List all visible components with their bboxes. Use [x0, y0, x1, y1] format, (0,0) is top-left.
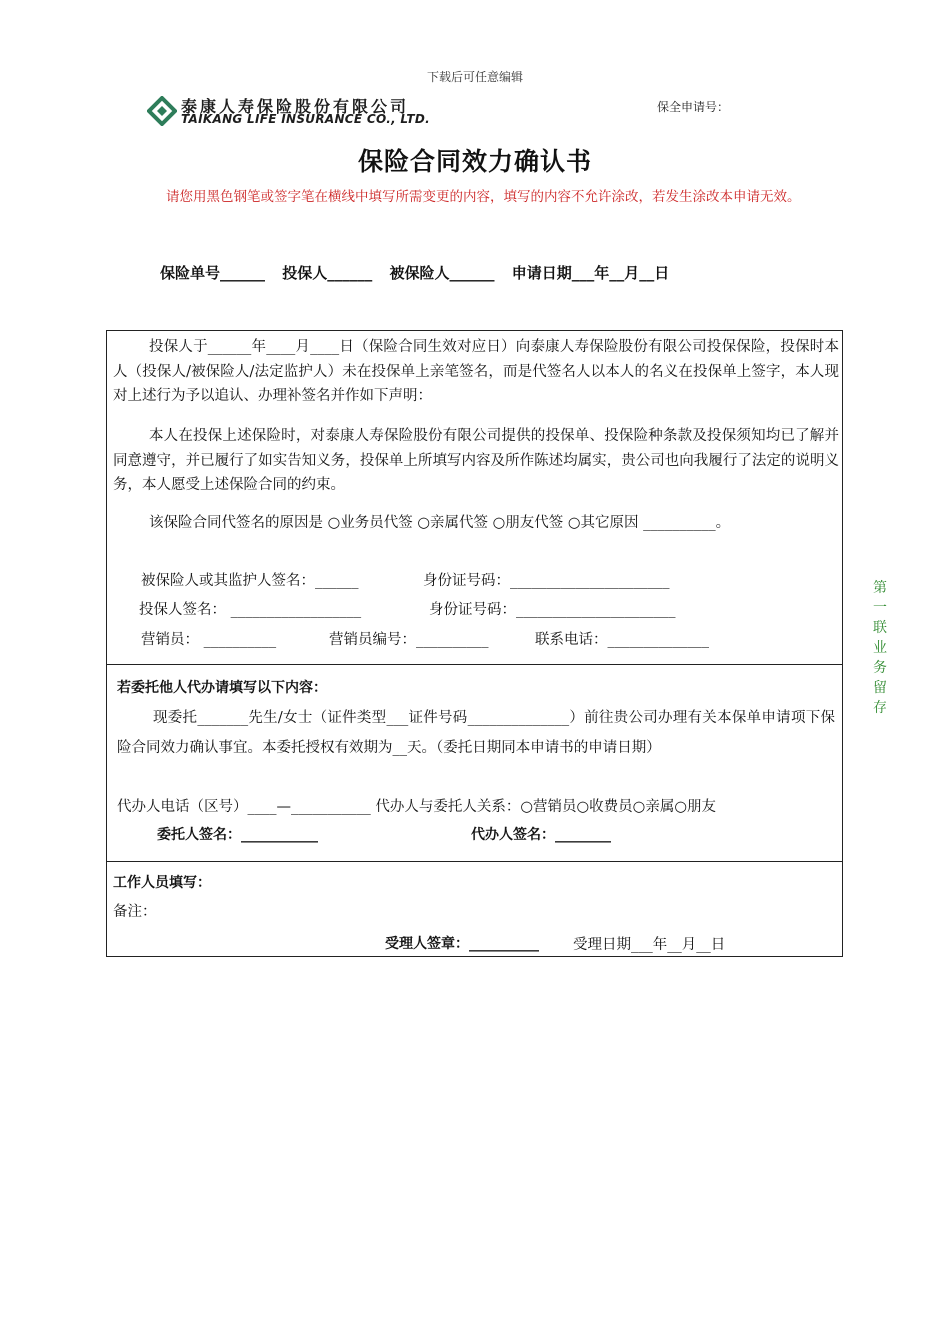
entrustment-heading: 若委托他人代办请填写以下内容：: [117, 680, 327, 696]
taikang-logo-icon: [147, 96, 177, 126]
logo-english-name: TAIKANG LIFE INSURANCE CO., LTD.: [181, 112, 430, 126]
proxy-phone-relation-line[interactable]: 代办人电话（区号）____—___________ 代办人与委托人关系：○营销员○收费员○亲属○朋友: [117, 799, 716, 815]
receive-date-field[interactable]: 受理日期___年__月__日: [573, 937, 726, 953]
agent-field[interactable]: 营销员： __________: [141, 632, 277, 648]
insured-id-field[interactable]: 身份证号码：______________________: [423, 573, 670, 589]
applicant-field[interactable]: 投保人______: [282, 264, 373, 282]
insured-field[interactable]: 被保险人______: [389, 264, 495, 282]
top-note: 下载后可任意编辑: [426, 70, 523, 84]
proxy-signature-field[interactable]: 代办人签名：________: [471, 827, 611, 843]
application-number-label: 保全申请号：: [657, 100, 730, 114]
policy-no-field[interactable]: 保险单号______: [160, 264, 266, 282]
declaration-paragraph-2: 本人在投保上述保险时，对泰康人寿保险股份有限公司提供的投保单、投保险种条款及投保须知均已了解并同意遵守，并已履行了如实告知义务，投保单上所填写内容及所作陈述均属实，贵公司也向我履行了法定的说明义务，本人愿受上述保险合同的约束。: [113, 428, 839, 493]
principal-signature-field[interactable]: 委托人签名：___________: [157, 827, 318, 843]
proxy-sign-reason[interactable]: 该保险合同代签名的原因是 ○业务员代签 ○亲属代签 ○朋友代签 ○其它原因 __________。: [149, 515, 731, 531]
agent-number-field[interactable]: 营销员编号：__________: [329, 632, 489, 648]
staff-section: [106, 861, 843, 957]
logo-chinese-name: 泰康人寿保险股份有限公司: [181, 97, 410, 116]
applicant-signature-field[interactable]: 投保人签名： __________________: [139, 602, 362, 618]
entrustment-section: [106, 664, 843, 862]
policy-info-line: [160, 262, 681, 283]
entrustment-paragraph[interactable]: 现委托_______先生/女士（证件类型___证件号码______________）前往贵公司办理有关本保单申请项下保险合同效力确认事宜。本委托授权有效期为__天。（委托日期同本申请书的申请日期）: [117, 710, 835, 756]
staff-heading: 工作人员填写：: [113, 875, 211, 891]
remark-field[interactable]: 备注：: [113, 904, 157, 920]
declaration-paragraph-1: 投保人于______年____月____日（保险合同生效对应日）向泰康人寿保险股份有限公司投保保险，投保时本人（投保人/被保险人/法定监护人）未在投保单上亲笔签名，而是代签名人以本人的名义在投保单上签字，本人现对上述行为予以追认、办理补签名并作如下声明：: [113, 339, 839, 404]
applicant-id-field[interactable]: 身份证号码：______________________: [429, 602, 676, 618]
warning-notice: 请您用黑色钢笔或签字笔在横线中填写所需变更的内容，填写的内容不允许涂改，若发生涂改本申请无效。: [166, 189, 801, 205]
copy-note-vertical: 第一联 业务留存: [873, 580, 887, 716]
application-date-field[interactable]: 申请日期___年__月__日: [511, 264, 670, 282]
contact-phone-field[interactable]: 联系电话：______________: [535, 632, 709, 648]
document-title: 保险合同效力确认书: [357, 147, 592, 176]
insured-signature-field[interactable]: 被保险人或其监护人签名：______: [141, 573, 359, 589]
declaration-section: [106, 330, 843, 665]
receiver-signature-field[interactable]: 受理人签章：__________: [385, 936, 539, 952]
